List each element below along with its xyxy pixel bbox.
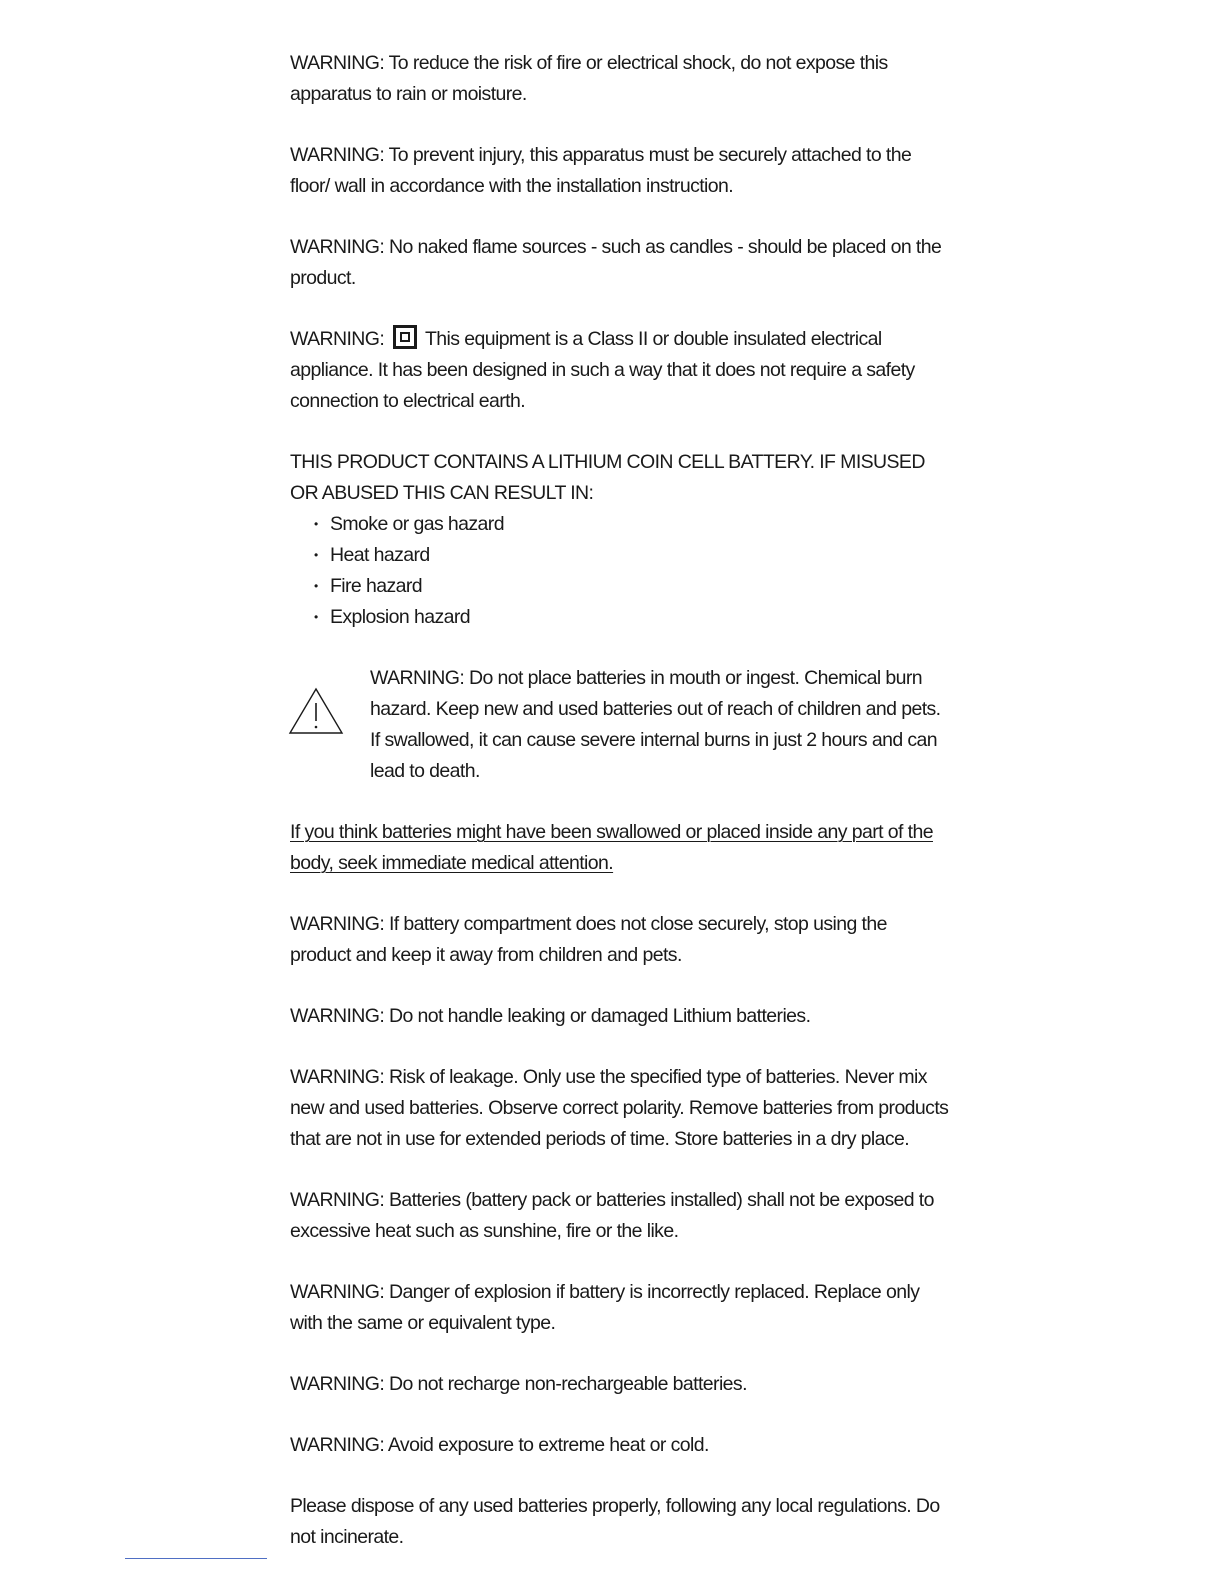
warning-explosion: WARNING: Danger of explosion if battery is incorrectly replaced. Replace only with the same or equivalent type. bbox=[290, 1281, 920, 1334]
disposal-notice: Please dispose of any used batteries properly, following any local regulations. Do not incinerate. bbox=[290, 1495, 940, 1548]
list-item: • Heat hazard bbox=[314, 540, 950, 571]
warning-secure-attachment: WARNING: To prevent injury, this apparatus must be securely attached to the floor/ wall in accordance with the installation instruction. bbox=[290, 144, 912, 197]
warning-compartment: WARNING: If battery compartment does not close securely, stop using the product and keep it away from children and pets. bbox=[290, 913, 887, 966]
class-ii-double-square-icon bbox=[393, 325, 417, 349]
warning-no-recharge: WARNING: Do not recharge non-rechargeable batteries. bbox=[290, 1373, 747, 1395]
warning-leakage: WARNING: Risk of leakage. Only use the specified type of batteries. Never mix new and used batteries. Observe correct polarity. Remove batteries from products that are not in use for extended periods of time. Store batteries in a dry place. bbox=[290, 1066, 949, 1150]
warning-fire-shock: WARNING: To reduce the risk of fire or electrical shock, do not expose this apparatus to rain or moisture. bbox=[290, 52, 888, 105]
warning-label: WARNING: bbox=[290, 328, 385, 350]
list-item: • Smoke or gas hazard bbox=[314, 509, 950, 540]
hazard-list bbox=[290, 509, 950, 633]
warning-triangle-icon bbox=[288, 687, 344, 735]
warning-naked-flame: WARNING: No naked flame sources - such as candles - should be placed on the product. bbox=[290, 236, 942, 289]
footer-rule bbox=[125, 1558, 267, 1559]
warning-class-ii bbox=[290, 324, 950, 417]
medical-attention-notice: If you think batteries might have been swallowed or placed inside any part of the body, seek immediate medical attention. bbox=[290, 821, 933, 874]
warning-extreme-temperature: WARNING: Avoid exposure to extreme heat or cold. bbox=[290, 1434, 709, 1456]
list-item: • Fire hazard bbox=[314, 571, 950, 602]
warning-ingestion-block bbox=[290, 663, 950, 787]
lithium-battery-notice: THIS PRODUCT CONTAINS A LITHIUM COIN CELL BATTERY. IF MISUSED OR ABUSED THIS CAN RESULT IN: bbox=[290, 451, 925, 504]
list-item: • Explosion hazard bbox=[314, 602, 950, 633]
warning-ingestion-text: WARNING: Do not place batteries in mouth or ingest. Chemical burn hazard. Keep new and used batteries out of reach of children and pets. If swallowed, it can cause severe internal burns in just 2 hours and can lead to death. bbox=[370, 667, 941, 782]
warning-excessive-heat: WARNING: Batteries (battery pack or batteries installed) shall not be exposed to excessive heat such as sunshine, fire or the like. bbox=[290, 1189, 934, 1242]
class-ii-text: This equipment is a Class II or double insulated electrical appliance. It has been designed in such a way that it does not require a safety connection to electrical earth. bbox=[290, 328, 915, 412]
safety-warnings-page bbox=[290, 48, 950, 1583]
warning-damaged-batteries: WARNING: Do not handle leaking or damaged Lithium batteries. bbox=[290, 1005, 811, 1027]
